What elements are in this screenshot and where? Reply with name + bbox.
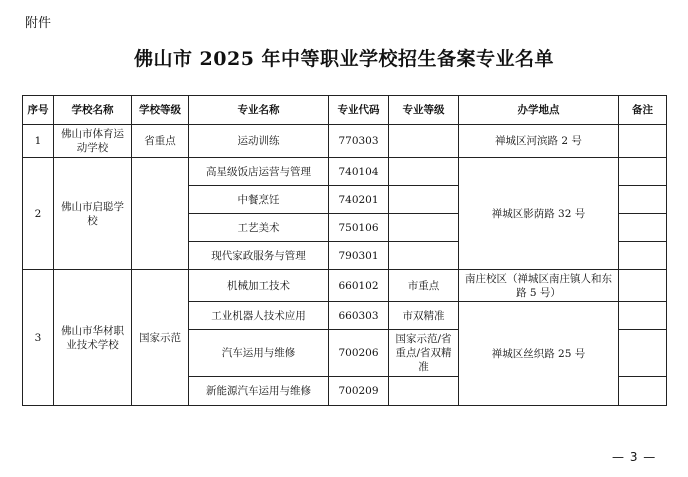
table-row	[23, 125, 667, 158]
document-title: 佛山市 2025 年中等职业学校招生备案专业名单	[133, 48, 555, 70]
major-code-cell: 700206	[329, 330, 389, 377]
major-name-cell: 新能源汽车运用与维修	[189, 377, 329, 406]
remark-cell	[619, 330, 667, 377]
seq-cell: 3	[23, 270, 54, 406]
enrollment-table	[22, 95, 667, 406]
table-header-row	[23, 96, 667, 125]
header-remark: 备注	[619, 96, 667, 125]
header-seq: 序号	[23, 96, 54, 125]
table-row	[23, 270, 667, 302]
school-level-cell: 国家示范	[132, 270, 189, 406]
remark-cell	[619, 377, 667, 406]
major-code-cell: 660303	[329, 302, 389, 330]
remark-cell	[619, 186, 667, 214]
school-name-cell: 佛山市体育运动学校	[54, 125, 132, 158]
header-location: 办学地点	[459, 96, 619, 125]
remark-cell	[619, 242, 667, 270]
major-name-cell: 高星级饭店运营与管理	[189, 158, 329, 186]
major-name-cell: 现代家政服务与管理	[189, 242, 329, 270]
school-level-cell	[132, 158, 189, 270]
major-code-cell: 740104	[329, 158, 389, 186]
page-number: — 3 —	[612, 450, 657, 464]
school-name-cell: 佛山市启聪学校	[54, 158, 132, 270]
major-level-cell	[389, 125, 459, 158]
remark-cell	[619, 214, 667, 242]
major-level-cell	[389, 377, 459, 406]
major-level-cell: 市双精准	[389, 302, 459, 330]
location-cell: 禅城区影荫路 32 号	[459, 158, 619, 270]
header-school-level: 学校等级	[132, 96, 189, 125]
school-name-cell: 佛山市华材职业技术学校	[54, 270, 132, 406]
major-level-cell	[389, 186, 459, 214]
major-code-cell: 740201	[329, 186, 389, 214]
header-major-level: 专业等级	[389, 96, 459, 125]
major-name-cell: 工艺美术	[189, 214, 329, 242]
major-code-cell: 700209	[329, 377, 389, 406]
remark-cell	[619, 302, 667, 330]
remark-cell	[619, 270, 667, 302]
header-major-name: 专业名称	[189, 96, 329, 125]
school-level-cell: 省重点	[132, 125, 189, 158]
major-name-cell: 工业机器人技术应用	[189, 302, 329, 330]
major-level-cell: 市重点	[389, 270, 459, 302]
location-cell: 禅城区丝织路 25 号	[459, 302, 619, 406]
location-cell: 禅城区河滨路 2 号	[459, 125, 619, 158]
major-code-cell: 660102	[329, 270, 389, 302]
major-code-cell: 790301	[329, 242, 389, 270]
major-code-cell: 750106	[329, 214, 389, 242]
table-row	[23, 158, 667, 186]
major-name-cell: 机械加工技术	[189, 270, 329, 302]
seq-cell: 1	[23, 125, 54, 158]
header-school-name: 学校名称	[54, 96, 132, 125]
major-level-cell: 国家示范/省重点/省双精准	[389, 330, 459, 377]
major-name-cell: 运动训练	[189, 125, 329, 158]
major-name-cell: 汽车运用与维修	[189, 330, 329, 377]
major-name-cell: 中餐烹饪	[189, 186, 329, 214]
remark-cell	[619, 158, 667, 186]
remark-cell	[619, 125, 667, 158]
header-major-code: 专业代码	[329, 96, 389, 125]
major-level-cell	[389, 242, 459, 270]
major-code-cell: 770303	[329, 125, 389, 158]
major-level-cell	[389, 158, 459, 186]
location-cell: 南庄校区（禅城区南庄镇人和东路 5 号）	[459, 270, 619, 302]
attachment-label: 附件	[25, 16, 52, 31]
major-level-cell	[389, 214, 459, 242]
seq-cell: 2	[23, 158, 54, 270]
